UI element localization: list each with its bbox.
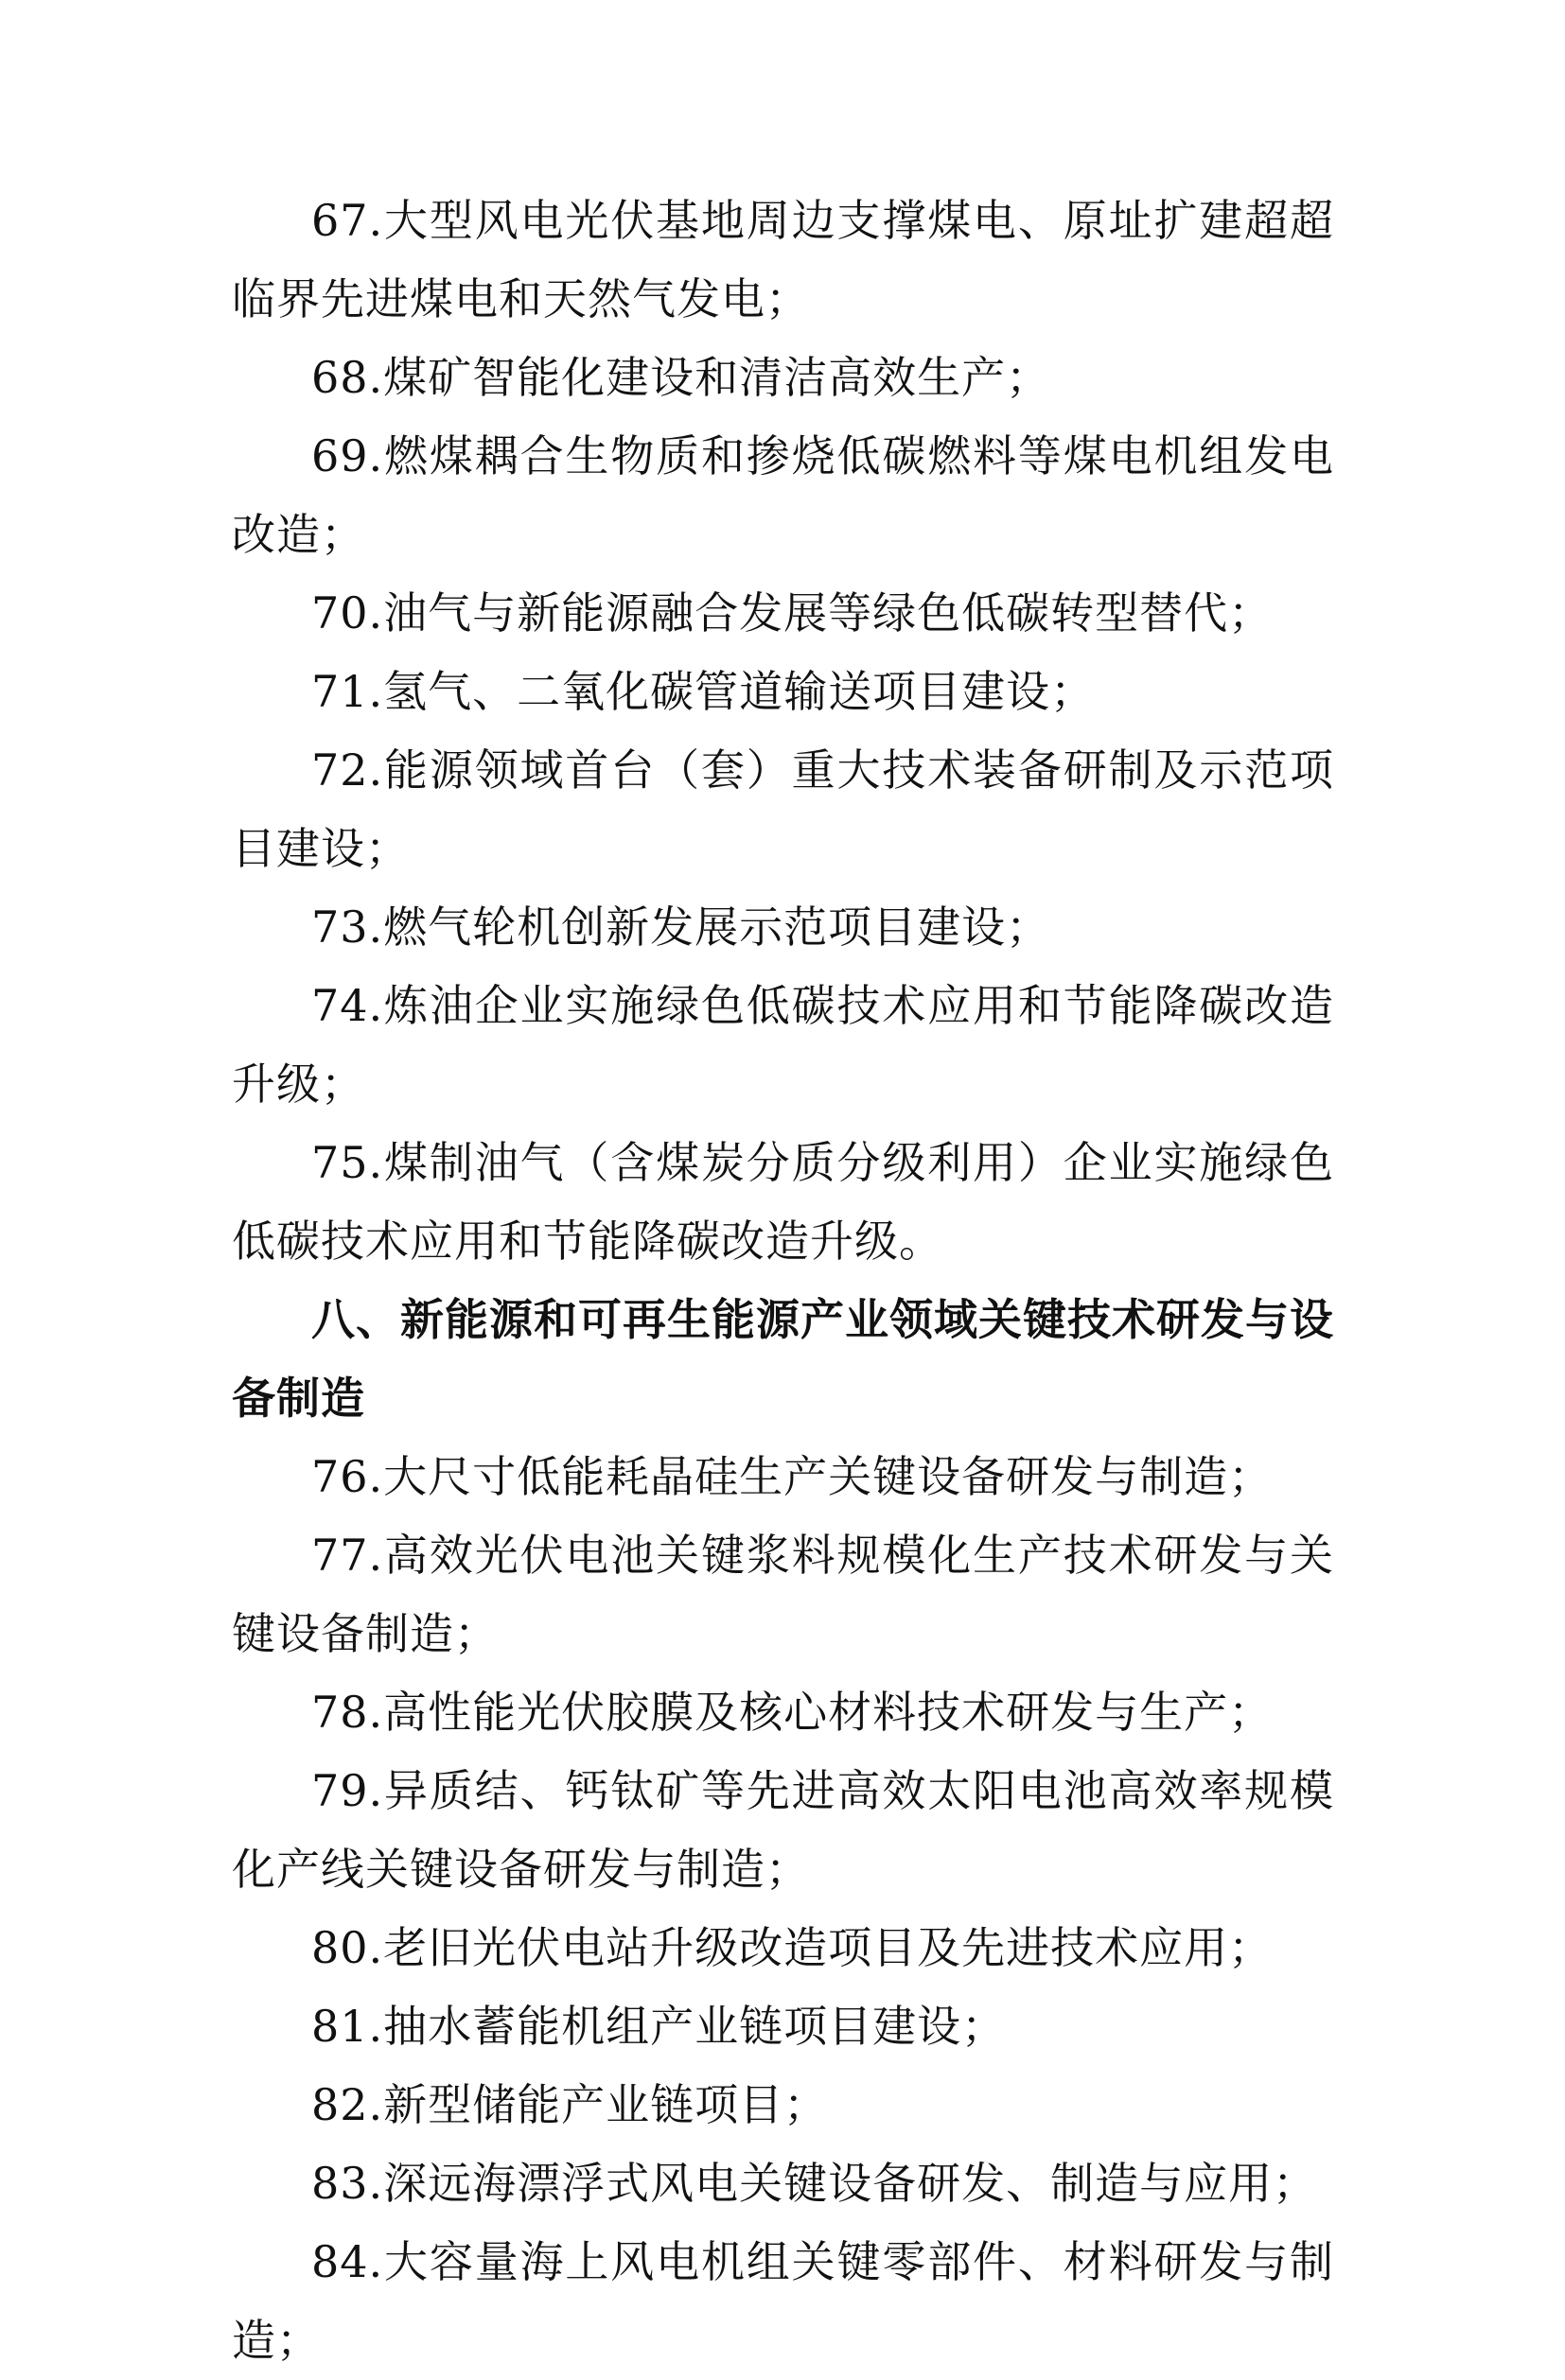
document-body: [232, 182, 1334, 2380]
list-item-74: 74.炼油企业实施绿色低碳技术应用和节能降碳改造升级；: [232, 980, 1334, 1110]
section-heading: 八、新能源和可再生能源产业领域关键技术研发与设备制造: [232, 1294, 1334, 1424]
list-item-73: 73.燃气轮机创新发展示范项目建设；: [311, 901, 1051, 953]
list-item-76: 76.大尺寸低能耗晶硅生产关键设备研发与制造；: [311, 1451, 1274, 1502]
list-item-81: 81.抽水蓄能机组产业链项目建设；: [311, 2001, 1007, 2052]
list-item-80: 80.老旧光伏电站升级改造项目及先进技术应用；: [311, 1922, 1274, 1973]
list-item-77: 77.高效光伏电池关键浆料规模化生产技术研发与关键设备制造；: [232, 1530, 1334, 1659]
list-item-79: 79.异质结、钙钛矿等先进高效太阳电池高效率规模化产线关键设备研发与制造；: [232, 1765, 1334, 1895]
list-item-84: 84.大容量海上风电机组关键零部件、材料研发与制造；: [232, 2236, 1334, 2366]
list-item-68: 68.煤矿智能化建设和清洁高效生产；: [311, 352, 1051, 403]
list-item-69: 69.燃煤耦合生物质和掺烧低碳燃料等煤电机组发电改造；: [232, 430, 1334, 560]
list-item-78: 78.高性能光伏胶膜及核心材料技术研发与生产；: [311, 1687, 1274, 1738]
list-item-70: 70.油气与新能源融合发展等绿色低碳转型替代；: [311, 587, 1274, 639]
list-item-67: 67.大型风电光伏基地周边支撑煤电、原址扩建超超临界先进煤电和天然气发电；: [232, 195, 1334, 324]
list-item-71: 71.氢气、二氧化碳管道输送项目建设；: [311, 666, 1096, 717]
list-item-83: 83.深远海漂浮式风电关键设备研发、制造与应用；: [311, 2158, 1318, 2209]
list-item-82: 82.新型储能产业链项目；: [311, 2079, 829, 2130]
list-item-72: 72.能源领域首台（套）重大技术装备研制及示范项目建设；: [232, 744, 1334, 874]
list-item-75: 75.煤制油气（含煤炭分质分级利用）企业实施绿色低碳技术应用和节能降碳改造升级。: [232, 1137, 1334, 1267]
